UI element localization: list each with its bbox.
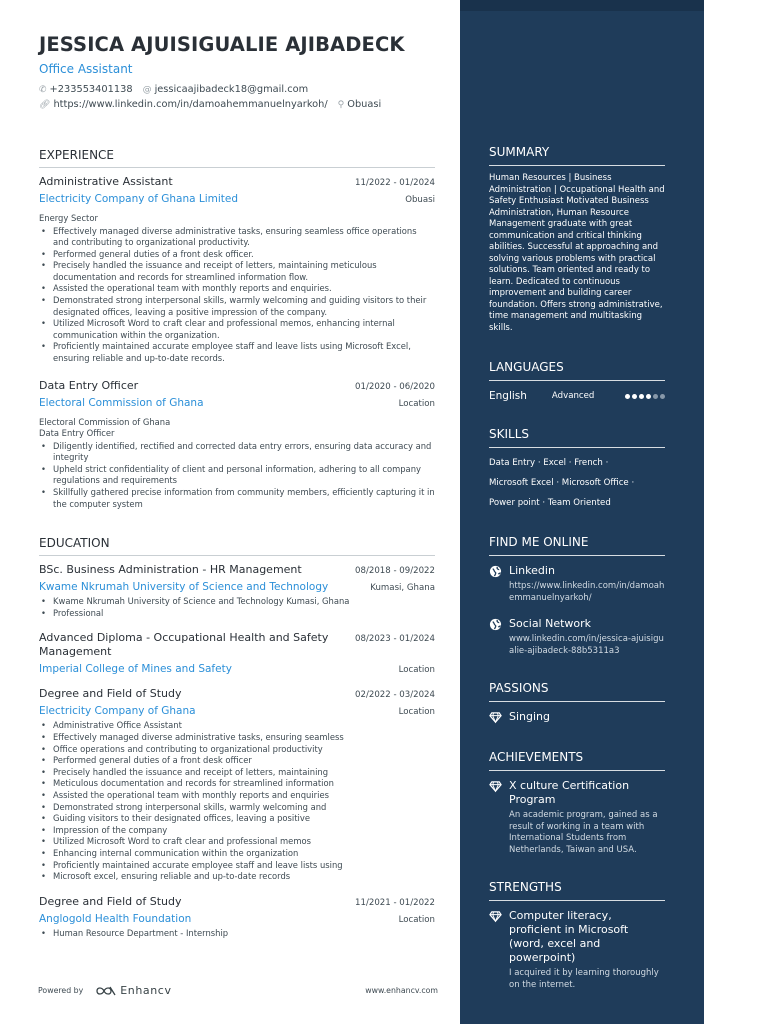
school-name: Kwame Nkrumah University of Science and Technology (39, 581, 329, 594)
education-entry (39, 687, 435, 882)
passions-heading: PASSIONS (489, 681, 665, 702)
strength-item (489, 909, 665, 991)
language-row (489, 390, 665, 402)
skill-line: Power point · Team Oriented (489, 498, 611, 508)
brand-name: Enhancv (120, 984, 172, 997)
list-item: • Performed general duties of a front desk officer (39, 755, 435, 767)
main-column (39, 33, 435, 948)
list-item: • Meticulous documentation and records for streamlined information (39, 778, 435, 790)
school-location: Location (398, 707, 435, 718)
company-name: Electoral Commission of Ghana (39, 396, 204, 409)
experience-entry (39, 379, 435, 511)
contact-row-1 (39, 84, 435, 95)
rating-dot-filled (625, 394, 630, 399)
skill-line: Microsoft Excel · Microsoft Office · (489, 478, 635, 488)
degree-title: Degree and Field of Study (39, 687, 182, 701)
rating-dot-filled (646, 394, 651, 399)
online-item-label: Social Network (509, 617, 592, 630)
school-name: Imperial College of Mines and Safety (39, 663, 232, 676)
list-item: • Precisely handled the issuance and receipt of letters, maintaining meticulous documentation and records for streamlined information flow. (39, 260, 435, 283)
degree-dates: 08/2023 - 01/2024 (355, 634, 435, 645)
achievement-title: X culture Certification Program (509, 779, 630, 806)
location: Obuasi (347, 99, 382, 110)
education-heading: EDUCATION (39, 536, 435, 556)
degree-dates: 08/2018 - 09/2022 (355, 566, 435, 577)
experience-heading: EXPERIENCE (39, 148, 435, 168)
location-pin-icon: ⚲ (337, 99, 345, 110)
strength-desc: I acquired it by learning thoroughly on the internet. (509, 968, 659, 990)
summary-text: Human Resources | Business Administration | Occupational Health and Safety Enthusiast Motivated Business Administration, Human Resource Management graduate with great communication and critical thinking abilities. Successful at approaching and solving various problems with practical solutions. Team oriented and ready to learn. Dedicated to continuous improvement and building career foundation. Offers strong administrative, time management and multitasking skills. (489, 173, 665, 333)
globe-icon (489, 565, 502, 578)
online-item-label: Linkedin (509, 564, 555, 577)
school-location: Location (398, 665, 435, 676)
candidate-role: Office Assistant (39, 62, 133, 76)
list-item: • Precisely handled the issuance and receipt of letters, maintaining (39, 767, 435, 779)
list-item: • Assisted the operational team with monthly reports and enquiries. (39, 283, 435, 295)
job-dates: 01/2020 - 06/2020 (355, 381, 435, 392)
list-item: • Utilized Microsoft Word to craft clear and professional memos, enhancing internal communication within the organization. (39, 318, 435, 341)
skills-heading: SKILLS (489, 427, 665, 448)
diamond-icon (489, 780, 502, 793)
rating-dot-empty (660, 394, 665, 399)
education-entry (39, 895, 435, 940)
achievements-heading: ACHIEVEMENTS (489, 750, 665, 771)
job-title: Data Entry Officer (39, 378, 139, 392)
list-item: • Utilized Microsoft Word to craft clear and professional memos (39, 836, 435, 848)
list-item: • Effectively managed diverse administrative tasks, ensuring seamless office operations and contributing to organizational productivity. (39, 226, 435, 249)
at-icon: @ (142, 84, 152, 95)
list-item: • Administrative Office Assistant (39, 720, 435, 732)
school-name: Anglogold Health Foundation (39, 912, 192, 925)
link-icon: 🔗︎ (39, 99, 51, 110)
candidate-name: JESSICA AJUISIGUALIE AJIBADECK (39, 33, 405, 56)
experience-entry (39, 175, 435, 365)
list-item: • Microsoft excel, ensuring reliable and up-to-date records (39, 871, 435, 883)
list-item: • Guiding visitors to their designated offices, leaving a positive (39, 813, 435, 825)
phone-icon: ✆ (39, 84, 47, 95)
phone-number[interactable]: +233553401138 (49, 84, 133, 95)
language-name: English (489, 390, 527, 402)
list-item: • Assisted the operational team with monthly reports and enquiries (39, 790, 435, 802)
education-entry (39, 631, 435, 675)
list-item: • Demonstrated strong interpersonal skills, warmly welcoming and guiding visitors to their designated offices, leaving a positive impression of the company. (39, 295, 435, 318)
rating-dot-filled (632, 394, 637, 399)
list-item: • Demonstrated strong interpersonal skills, warmly welcoming and (39, 802, 435, 814)
powered-by-label: Powered by (38, 986, 84, 995)
list-item: • Effectively managed diverse administrative tasks, ensuring seamless (39, 732, 435, 744)
enhancv-logo[interactable] (95, 984, 171, 997)
passion-item (489, 710, 665, 724)
degree-dates: 11/2021 - 01/2022 (355, 897, 435, 908)
footer (38, 984, 438, 997)
degree-title: Advanced Diploma - Occupational Health and Safety Management (39, 631, 329, 659)
find-me-online-heading: FIND ME ONLINE (489, 535, 665, 556)
sidebar (460, 0, 704, 1024)
diamond-icon (489, 910, 502, 923)
list-item: • Proficiently maintained accurate employee staff and leave lists using Microsoft Excel, ensuring reliable and up-to-date records. (39, 341, 435, 364)
list-item: • Office operations and contributing to organizational productivity (39, 744, 435, 756)
degree-title: Degree and Field of Study (39, 894, 182, 908)
school-location: Location (398, 914, 435, 925)
skill-line: Data Entry · Excel · French · (489, 458, 609, 468)
list-item: • Human Resource Department - Internship (39, 928, 435, 940)
list-item: • Professional (39, 608, 435, 620)
strengths-heading: STRENGTHS (489, 880, 665, 901)
job-note: Energy Sector (39, 213, 98, 223)
job-note: Data Entry Officer (39, 428, 115, 439)
education-entry (39, 563, 435, 619)
company-name: Electricity Company of Ghana Limited (39, 193, 239, 205)
list-item: • Proficiently maintained accurate employee staff and leave lists using (39, 860, 435, 872)
job-note: Electoral Commission of Ghana (39, 416, 171, 427)
list-item: • Skillfully gathered precise information from community members, efficiently capturing it in the computer system (39, 487, 435, 510)
languages-heading: LANGUAGES (489, 360, 665, 381)
job-location: Location (398, 398, 435, 409)
job-title: Administrative Assistant (39, 175, 173, 188)
summary-heading: SUMMARY (489, 145, 665, 166)
list-item: • Impression of the company (39, 825, 435, 837)
list-item: • Enhancing internal communication within the organization (39, 848, 435, 860)
linkedin-url[interactable]: https://www.linkedin.com/in/damoahemmanuelnyarkoh/ (53, 99, 328, 110)
list-item: • Diligently identified, rectified and corrected data entry errors, ensuring data accuracy and integrity (39, 441, 435, 464)
language-rating (623, 394, 665, 399)
list-item: • Upheld strict confidentiality of client and personal information, adhering to all company regulations and requirements (39, 464, 435, 487)
school-location: Kumasi, Ghana (370, 583, 435, 594)
job-location: Obuasi (405, 195, 435, 205)
enhancv-logo-icon (95, 985, 117, 997)
globe-icon (489, 618, 502, 631)
list-item: • Performed general duties of a front desk officer. (39, 249, 435, 261)
online-item-url[interactable]: https://www.linkedin.com/in/damoahemmanuelnyarkoh/ (509, 581, 665, 603)
rating-dot-filled (639, 394, 644, 399)
degree-title: BSc. Business Administration - HR Management (39, 563, 302, 577)
achievement-item (489, 779, 665, 856)
language-level: Advanced (551, 391, 595, 401)
degree-bullets (39, 720, 435, 882)
online-item-url[interactable]: www.linkedin.com/in/jessica-ajuisigualie-ajibadeck-88b5311a3 (509, 634, 664, 656)
degree-bullets (39, 928, 435, 940)
strength-title: Computer literacy, proficient in Microsoft (word, excel and powerpoint) (509, 909, 629, 964)
sidebar-content (489, 0, 665, 991)
email-address[interactable]: jessicaajibadeck18@gmail.com (154, 84, 309, 95)
job-dates: 11/2022 - 01/2024 (355, 178, 435, 188)
job-bullets (39, 441, 435, 511)
school-name: Electricity Company of Ghana (39, 705, 196, 718)
footer-site-link[interactable]: www.enhancv.com (365, 986, 438, 995)
degree-dates: 02/2022 - 03/2024 (355, 690, 435, 701)
diamond-icon (489, 711, 502, 724)
online-item-linkedin[interactable] (489, 564, 665, 604)
rating-dot-empty (653, 394, 658, 399)
passion-label: Singing (509, 710, 551, 723)
contact-row-2 (39, 99, 435, 110)
online-item-social[interactable] (489, 617, 665, 657)
achievement-desc: An academic program, gained as a result of working in a team with International Students from Netherlands, Taiwan and USA. (509, 810, 658, 855)
degree-bullets (39, 596, 435, 619)
job-bullets (39, 226, 435, 365)
list-item: • Kwame Nkrumah University of Science and Technology Kumasi, Ghana (39, 596, 435, 608)
